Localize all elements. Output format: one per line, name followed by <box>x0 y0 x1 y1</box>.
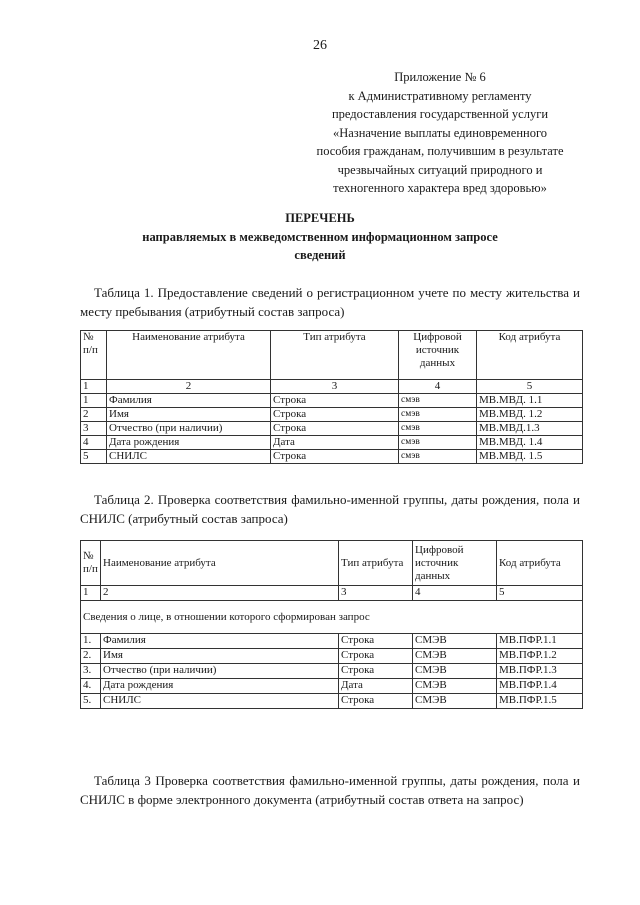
table-cell: МВ.ПФР.1.3 <box>497 664 583 679</box>
table-cell: МВ.ПФР.1.4 <box>497 679 583 694</box>
table-cell: Отчество (при наличии) <box>107 422 271 436</box>
table-cell: МВ.ПФР.1.1 <box>497 634 583 649</box>
appendix-line: «Назначение выплаты единовременного <box>332 125 548 140</box>
table-cell: МВ.МВД. 1.1 <box>477 394 583 408</box>
table-cell: Дата рождения <box>107 436 271 450</box>
table-cell: МВ.МВД.1.3 <box>477 422 583 436</box>
appendix-line: предоставления государственной услуги <box>331 107 549 121</box>
page-number: 26 <box>313 38 327 53</box>
table-number-row <box>81 586 583 601</box>
header-cell: № п/п <box>81 331 107 380</box>
table-cell: смэв <box>399 422 477 436</box>
table-cell: СНИЛС <box>101 694 339 709</box>
table-cell: Фамилия <box>107 394 271 408</box>
table-header-row <box>81 331 583 380</box>
table2-caption: Таблица 2. Проверка соответствия фамильно-именной группы, даты рождения, пола и СНИЛС (атрибутный состав запроса) <box>80 492 580 526</box>
table-row <box>81 634 583 649</box>
table-cell: смэв <box>399 436 477 450</box>
appendix-line: Приложение № 6 <box>394 70 486 84</box>
table-cell: Имя <box>107 408 271 422</box>
table-number-row <box>81 380 583 394</box>
table-cell: 1. <box>81 634 101 649</box>
header-cell: Наименование атрибута <box>107 331 271 380</box>
table-cell: Дата <box>339 679 413 694</box>
document-subtitle: сведений <box>294 248 346 262</box>
table-cell: смэв <box>399 450 477 464</box>
table-cell: 3 <box>271 380 399 394</box>
document-title: ПЕРЕЧЕНЬ <box>285 211 355 225</box>
table2 <box>80 540 583 709</box>
table-section-row <box>81 601 583 634</box>
table-header-row <box>81 541 583 586</box>
table-cell: 4 <box>81 436 107 450</box>
table-row <box>81 394 583 408</box>
table-cell: МВ.ПФР.1.5 <box>497 694 583 709</box>
table-cell: СМЭВ <box>413 694 497 709</box>
table-cell: 3 <box>339 586 413 601</box>
table-cell: 2 <box>101 586 339 601</box>
table-cell: смэв <box>399 394 477 408</box>
section-cell: Сведения о лице, в отношении которого сформирован запрос <box>81 601 583 634</box>
document-subtitle: направляемых в межведомственном информационном запросе <box>142 230 498 244</box>
header-cell: № п/п <box>81 541 101 586</box>
header-cell: Цифровой источник данных <box>399 331 477 380</box>
table-cell: СМЭВ <box>413 634 497 649</box>
table-cell: Дата рождения <box>101 679 339 694</box>
table3-caption: Таблица 3 Проверка соответствия фамильно-именной группы, даты рождения, пола и СНИЛС в форме электронного документа (атрибутный состав ответа на запрос) <box>80 773 580 807</box>
table1 <box>80 330 583 464</box>
table-cell: МВ.МВД. 1.2 <box>477 408 583 422</box>
table-cell: СНИЛС <box>107 450 271 464</box>
header-cell: Тип атрибута <box>271 331 399 380</box>
table-cell: Строка <box>271 422 399 436</box>
table-cell: СМЭВ <box>413 679 497 694</box>
table-row <box>81 679 583 694</box>
table-cell: МВ.ПФР.1.2 <box>497 649 583 664</box>
table1-caption: Таблица 1. Предоставление сведений о регистрационном учете по месту жительства и месту пребывания (атрибутный состав запроса) <box>80 285 580 319</box>
table-cell: Отчество (при наличии) <box>101 664 339 679</box>
table-cell: 4 <box>413 586 497 601</box>
table-cell: 5 <box>81 450 107 464</box>
table-cell: 5 <box>477 380 583 394</box>
header-cell: Цифровой источник данных <box>413 541 497 586</box>
table-cell: 3. <box>81 664 101 679</box>
header-cell: Наименование атрибута <box>101 541 339 586</box>
table-cell: 4. <box>81 679 101 694</box>
table-cell: СМЭВ <box>413 664 497 679</box>
header-cell: Код атрибута <box>497 541 583 586</box>
table-cell: Дата <box>271 436 399 450</box>
table-cell: МВ.МВД. 1.4 <box>477 436 583 450</box>
appendix-line: пособия гражданам, получившим в результате <box>316 144 564 158</box>
table-cell: 1 <box>81 586 101 601</box>
table-row <box>81 436 583 450</box>
table-cell: 5 <box>497 586 583 601</box>
table-cell: смэв <box>399 408 477 422</box>
appendix-line: техногенного характера вред здоровью» <box>333 181 547 195</box>
table-cell: МВ.МВД. 1.5 <box>477 450 583 464</box>
table-row <box>81 664 583 679</box>
table-cell: 3 <box>81 422 107 436</box>
header-cell: Код атрибута <box>477 331 583 380</box>
table-cell: СМЭВ <box>413 649 497 664</box>
table-row <box>81 694 583 709</box>
table-cell: Строка <box>339 664 413 679</box>
table-cell: Строка <box>339 634 413 649</box>
table-cell: 2 <box>81 408 107 422</box>
table-cell: Строка <box>339 694 413 709</box>
table-cell: 2 <box>107 380 271 394</box>
table-cell: Имя <box>101 649 339 664</box>
table-row <box>81 649 583 664</box>
table-cell: 5. <box>81 694 101 709</box>
appendix-line: чрезвычайных ситуаций природного и <box>337 162 543 177</box>
table-cell: 2. <box>81 649 101 664</box>
header-cell: Тип атрибута <box>339 541 413 586</box>
appendix-line: к Административному регламенту <box>348 88 532 103</box>
table-row <box>81 408 583 422</box>
table-cell: Строка <box>271 408 399 422</box>
table-cell: 1 <box>81 380 107 394</box>
table-cell: Строка <box>271 450 399 464</box>
table-row <box>81 450 583 464</box>
appendix-block <box>290 68 590 198</box>
table-row <box>81 422 583 436</box>
table-cell: 1 <box>81 394 107 408</box>
table-cell: Строка <box>339 649 413 664</box>
table-cell: Фамилия <box>101 634 339 649</box>
table-cell: Строка <box>271 394 399 408</box>
table-cell: 4 <box>399 380 477 394</box>
